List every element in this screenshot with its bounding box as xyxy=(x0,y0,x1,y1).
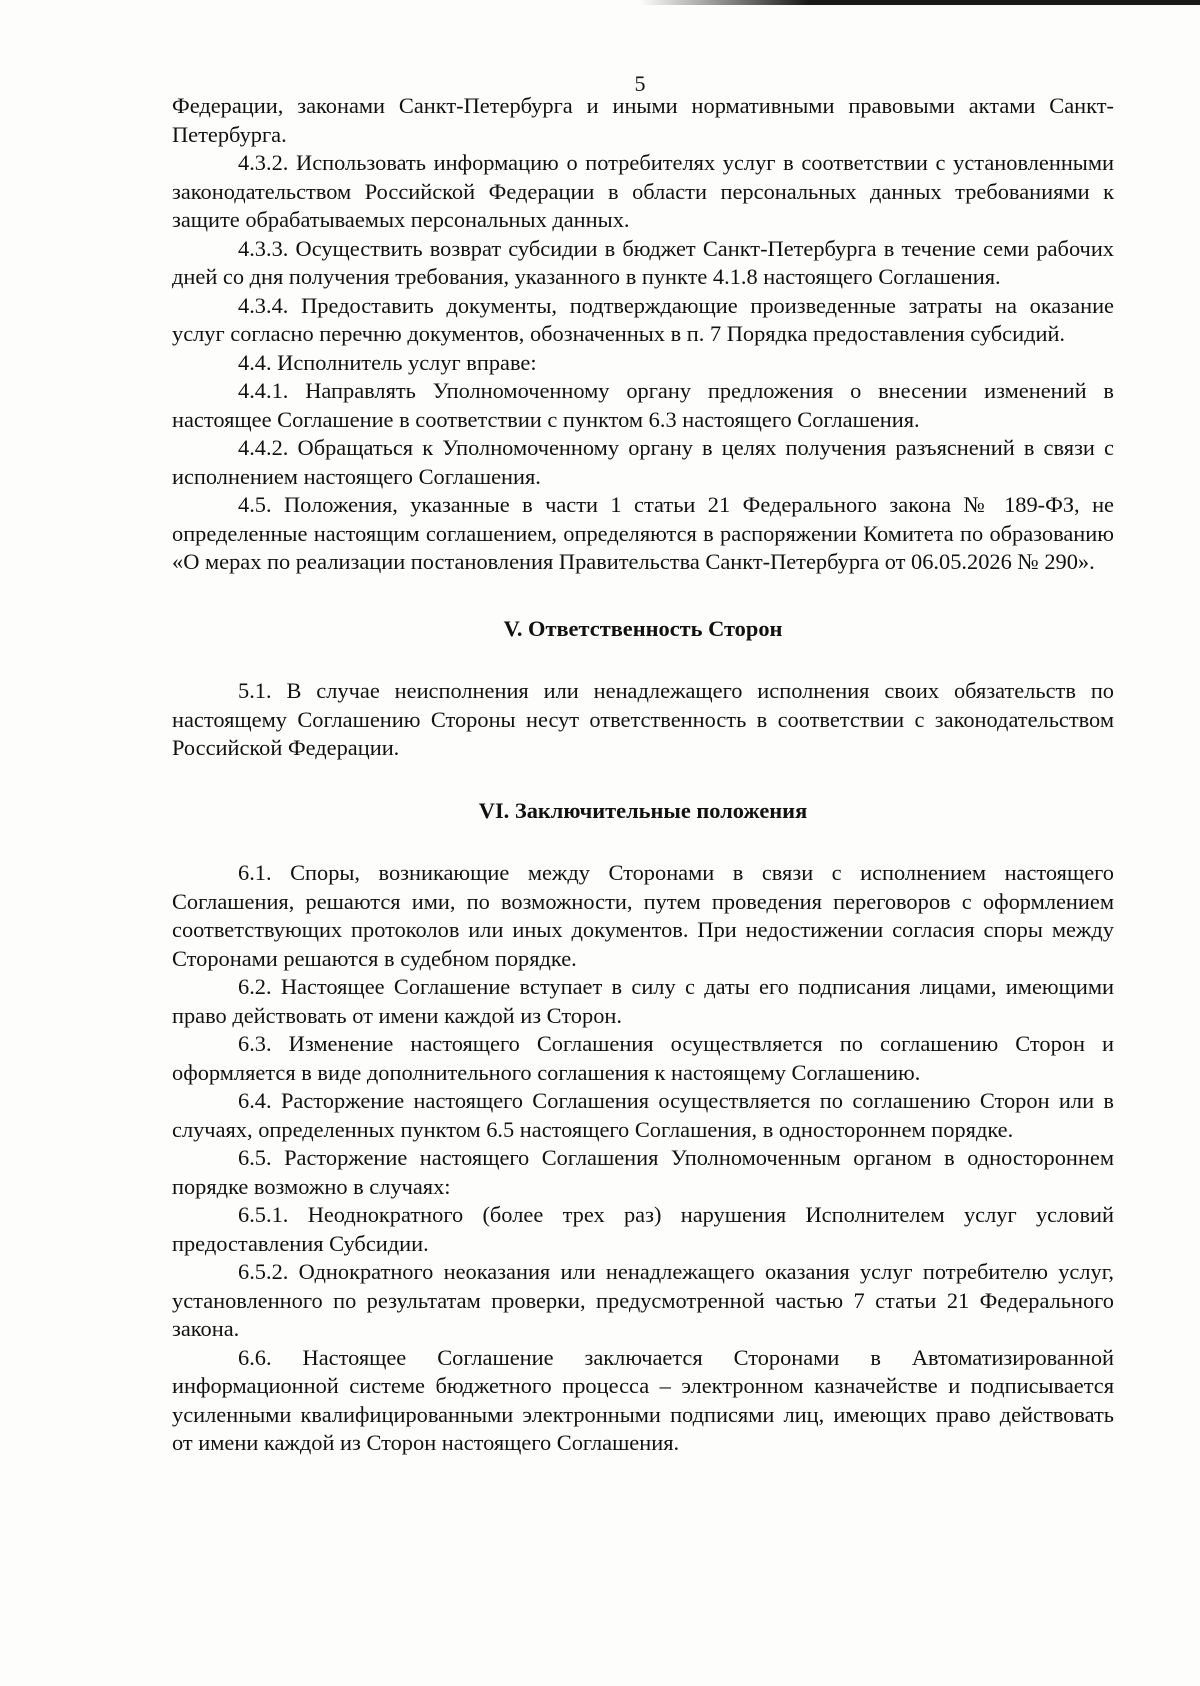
paragraph-6-4: 6.4. Расторжение настоящего Соглашения осуществляется по соглашению Сторон или в случаях, определенных пунктом 6.5 настоящего Соглашения, в одностороннем порядке. xyxy=(172,1088,1114,1142)
paragraph-6-6: 6.6. Настоящее Соглашение заключается Сторонами в Автоматизированной информационной системе бюджетного процесса – электронном казначействе и подписывается усиленными квалифицированными электронными подписями лиц, имеющих право действовать от имени каждой из Сторон настоящего Соглашения. xyxy=(172,1344,1114,1455)
paragraph-4-4: 4.4. Исполнитель услуг вправе: xyxy=(238,349,537,375)
paragraph-6-2: 6.2. Настоящее Соглашение вступает в силу с даты его подписания лицами, имеющими право действовать от имени каждой из Сторон. xyxy=(172,974,1114,1028)
paragraph-5-1: 5.1. В случае неисполнения или ненадлежащего исполнения своих обязательств по настоящему Соглашению Стороны несут ответственность в соответствии с законодательством Российской Федерации. xyxy=(172,678,1114,760)
section-5-heading: V. Ответственность Сторон xyxy=(503,615,783,641)
paragraph-4-5: 4.5. Положения, указанные в части 1 статьи 21 Федерального закона № 189-ФЗ, не определенные настоящим соглашением, определяются в распоряжении Комитета по образованию «О мерах по реализации постановления Правительства Санкт-Петербурга от 06.05.2026 № 290». xyxy=(172,492,1114,574)
paragraph-6-5-2: 6.5.2. Однократного неоказания или ненадлежащего оказания услуг потребителю услуг, установленного по результатам проверки, предусмотренной частью 7 статьи 21 Федерального закона. xyxy=(172,1259,1114,1341)
page-number: 5 xyxy=(634,71,646,96)
paragraph-4-3-2: 4.3.2. Использовать информацию о потребителях услуг в соответствии с установленными законодательством Российской Федерации в области персональных данных требованиями к защите обрабатываемых персональных данных. xyxy=(172,150,1114,232)
section-6-heading: VI. Заключительные положения xyxy=(478,797,808,823)
paragraph-6-3: 6.3. Изменение настоящего Соглашения осуществляется по соглашению Сторон и оформляется в виде дополнительного соглашения к настоящему Соглашению. xyxy=(172,1031,1114,1085)
paragraph-6-5-1: 6.5.1. Неоднократного (более трех раз) нарушения Исполнителем услуг условий предоставления Субсидии. xyxy=(172,1202,1114,1256)
paragraph-4-4-1: 4.4.1. Направлять Уполномоченному органу предложения о внесении изменений в настоящее Соглашение в соответствии с пунктом 6.3 настоящего Соглашения. xyxy=(172,378,1114,432)
scan-edge-shadow xyxy=(640,0,1200,5)
paragraph-6-1: 6.1. Споры, возникающие между Сторонами в связи с исполнением настоящего Соглашения, решаются ими, по возможности, путем проведения переговоров с оформлением соответствующих протоколов или иных документов. При недостижении согласия споры между Сторонами решаются в судебном порядке. xyxy=(172,860,1114,971)
paragraph-4-3-3: 4.3.3. Осуществить возврат субсидии в бюджет Санкт-Петербурга в течение семи рабочих дней со дня получения требования, указанного в пункте 4.1.8 настоящего Соглашения. xyxy=(172,235,1114,289)
paragraph-4-4-2: 4.4.2. Обращаться к Уполномоченному органу в целях получения разъяснений в связи с исполнением настоящего Соглашения. xyxy=(172,435,1114,489)
document-body xyxy=(172,92,1114,1458)
paragraph-4-3-4: 4.3.4. Предоставить документы, подтверждающие произведенные затраты на оказание услуг согласно перечню документов, обозначенных в п. 7 Порядка предоставления субсидий. xyxy=(172,292,1114,346)
paragraph: Федерации, законами Санкт-Петербурга и иными нормативными правовыми актами Санкт-Петербурга. xyxy=(172,93,1114,147)
paragraph-6-5: 6.5. Расторжение настоящего Соглашения Уполномоченным органом в одностороннем порядке возможно в случаях: xyxy=(172,1145,1114,1199)
